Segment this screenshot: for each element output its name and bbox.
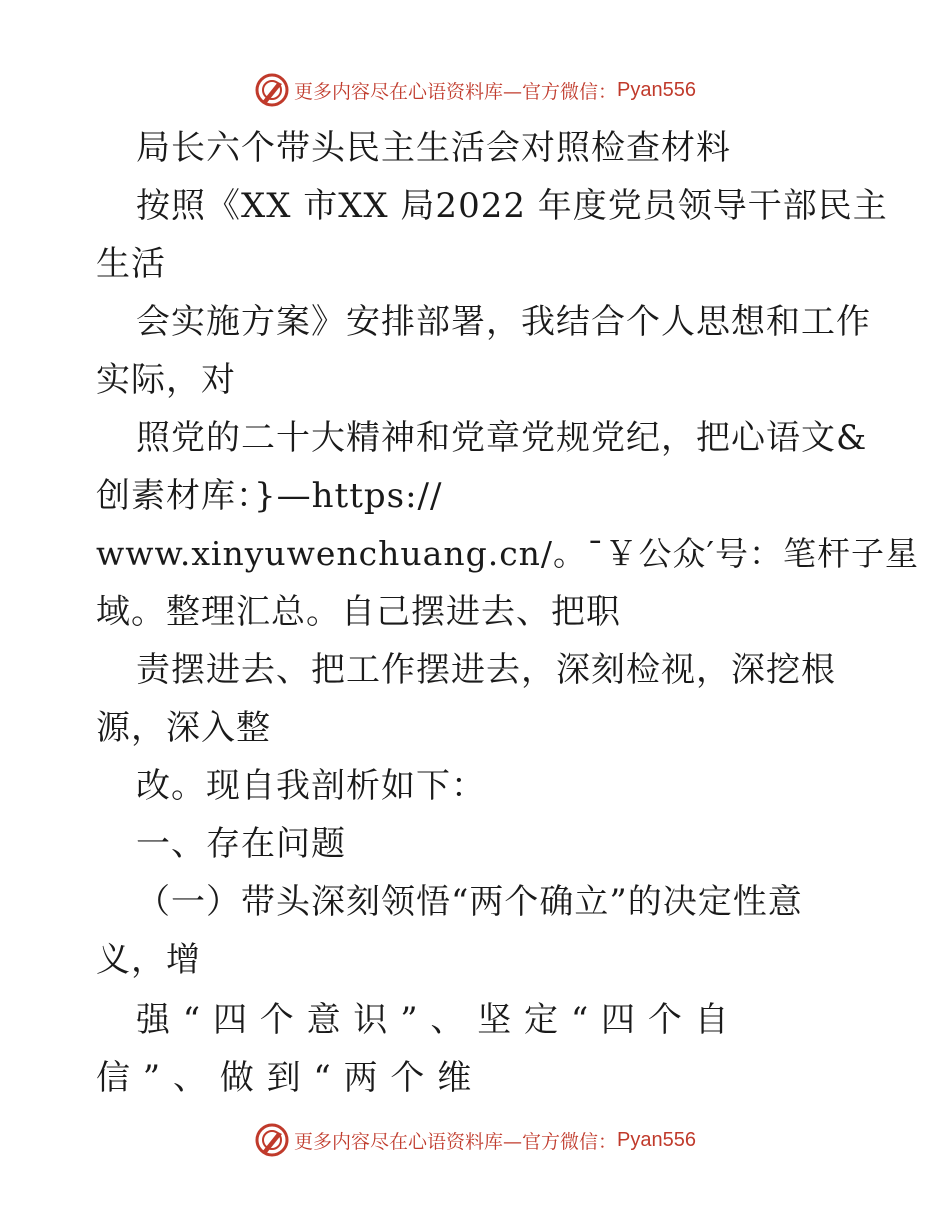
watermark-text: 更多内容尽在心语资料库—官方微信： bbox=[294, 80, 618, 103]
text-line: 责摆进去、把工作摆进去，深刻检视，深挖根 bbox=[136, 650, 836, 690]
section-heading: 一、存在问题 bbox=[136, 824, 346, 864]
watermark-handle: Pyan556 bbox=[617, 1128, 696, 1151]
text-line: 域。整理汇总。自己摆进去、把职 bbox=[96, 592, 621, 632]
text-line: 强 “ 四 个 意 识 ” 、 坚 定 “ 四 个 自 bbox=[136, 1000, 730, 1040]
text-line: 会实施方案》安排部署，我结合个人思想和工作 bbox=[136, 302, 871, 342]
text-line: 源，深入整 bbox=[96, 708, 271, 748]
text-line: 创素材库：}—https:// bbox=[96, 476, 443, 516]
watermark-handle: Pyan556 bbox=[617, 78, 696, 101]
subsection-heading: （一）带头深刻领悟“两个确立”的决定性意 bbox=[136, 882, 803, 922]
watermark-text: 更多内容尽在心语资料库—官方微信： bbox=[294, 1130, 618, 1153]
text-line: 生活 bbox=[96, 244, 166, 284]
text-line: 实际，对 bbox=[96, 360, 236, 400]
quill-logo-icon bbox=[254, 1122, 290, 1158]
document-title: 局长六个带头民主生活会对照检查材料 bbox=[136, 128, 731, 168]
text-line: 照党的二十大精神和党章党规党纪，把心语文& bbox=[136, 418, 868, 458]
header-watermark bbox=[0, 70, 950, 110]
text-line: 按照《XX 市XX 局2022 年度党员领导干部民主 bbox=[136, 186, 888, 226]
text-line: 信 ” 、 做 到 “ 两 个 维 bbox=[96, 1058, 473, 1098]
footer-watermark bbox=[0, 1120, 950, 1160]
text-line: 义，增 bbox=[96, 940, 201, 980]
text-line: www.xinyuwenchuang.cn/。¯￥公众′号：笔杆子星 bbox=[96, 534, 920, 573]
quill-logo-icon bbox=[254, 72, 290, 108]
text-line: 改。现自我剖析如下： bbox=[136, 766, 486, 806]
